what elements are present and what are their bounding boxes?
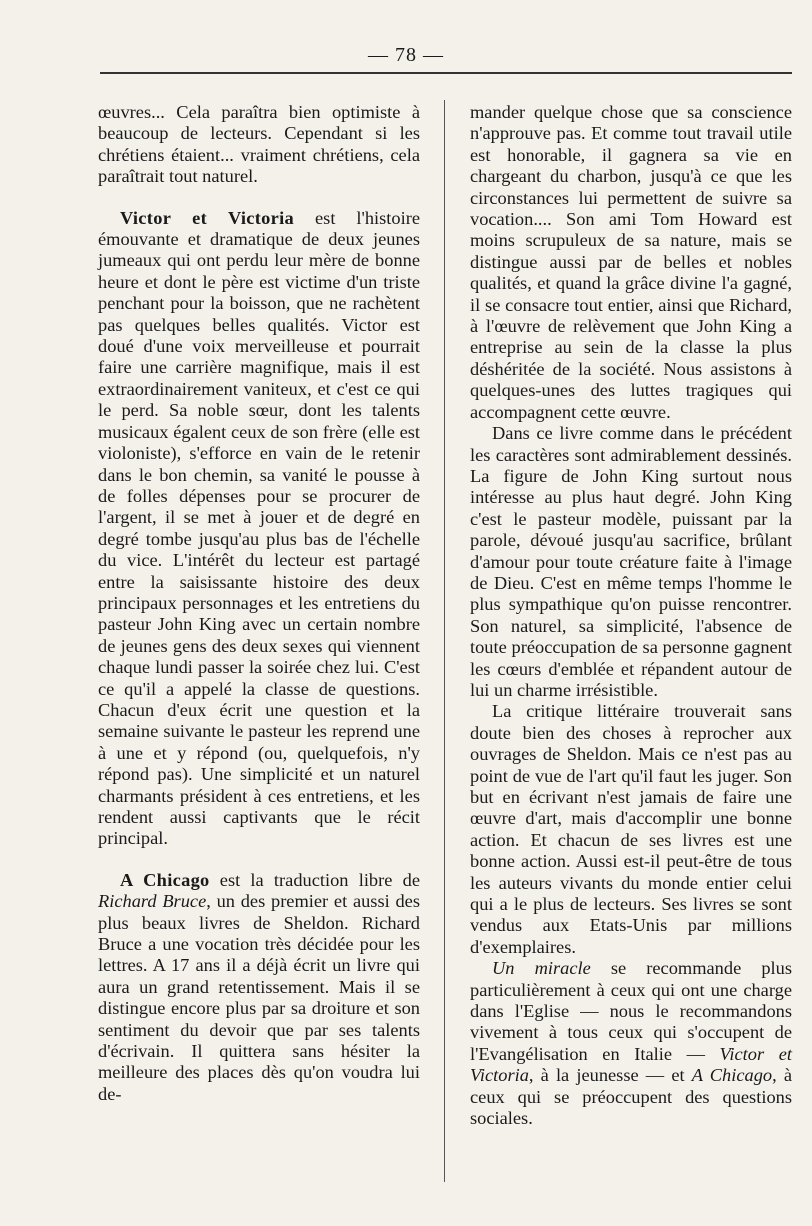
- paragraph-text: est la traduction libre de: [209, 869, 420, 890]
- paragraph-text: se recommande plus particulièrement à ceux qui ont une charge dans l'Eglise — nous le recommandons vivement à tous ceux qui s'occupent de l'Evangélisation en Italie —: [470, 958, 792, 1064]
- paragraph-text: , à ceux qui se préoccupent des questions sociales.: [470, 1065, 792, 1129]
- italic-title-un-miracle: Un miracle: [492, 958, 591, 979]
- page-number: — 78 —: [368, 44, 444, 66]
- right-column: [470, 102, 792, 1130]
- paragraph: Dans ce livre comme dans le précédent les caractères sont admirablement dessinés. La figure de John King surtout nous intéresse au plus haut degré. John King c'est le pasteur modèle, puissant par la parole, dévoué jusqu'au sacrifice, brûlant d'amour pour toute créature faite à l'image de Dieu. C'est en même temps l'homme le plus sympathique qu'on puisse rencontrer. Son naturel, sa simplicité, l'absence de toute préoccupation de sa personne gagnent les cœurs d'emblée et répandent autour de lui un charme irrésistible.: [470, 423, 792, 700]
- book-title-victor-et-victoria: Victor et Victoria: [120, 207, 295, 228]
- italic-title-victor-et-victoria: Victor et Victoria: [470, 1043, 792, 1086]
- italic-title-richard-bruce: Richard Bruce: [98, 891, 207, 912]
- paragraph-text: est l'histoire émouvante et dramatique de deux jeunes jumeaux qui ont perdu leur mère de bonne heure et dont le père est victime d'un triste penchant pour la boisson, que ne rachètent pas quelques belles qualités. Victor est doué d'une voix merveilleuse et pourrait faire une carrière magnifique, mais il est extraordinairement vaniteux, et c'est ce qui le perd. Sa noble sœur, dont les talents musicaux égalent ceux de son frère (elle est violoniste), s'efforce en vain de le retenir dans le bon chemin, sa vanité le pousse à de folles dépenses pour se procurer de l'argent, il se met à jouer et de degré en degré tombe jusqu'au plus bas de l'échelle du vice. L'intérêt du lecteur est partagé entre la saisissante histoire des deux principaux personnages et les entretiens du pasteur John King avec un certain nombre de jeunes gens des deux sexes qui viennent chaque lundi passer la soirée chez lui. C'est ce qu'il a appelé la classe de questions. Chacun d'eux écrit une question et la semaine suivante le pasteur les reprend une à une et y répond (ou, quelquefois, n'y répond pas). Une simplicité et un naturel charmants président à ces entretiens, et les rendent aussi captivants que le récit principal.: [98, 207, 420, 849]
- left-column: [98, 102, 420, 1105]
- header-rule: [100, 72, 792, 74]
- paragraph: La critique littéraire trouverait sans doute bien des choses à reprocher aux ouvrages de Sheldon. Mais ce n'est pas au point de vue de l'art qu'il faut les juger. Son but en écrivant n'est jamais de faire une œuvre d'art, mais d'accomplir une bonne action. Et chacun de ses livres est une bonne action. Aussi est-il peut-être de tous les auteurs vivants du monde entier celui qui a le plus de lecteurs. Ses livres se sont vendus aux Etats-Unis par millions d'exemplaires.: [470, 701, 792, 957]
- paragraph-a-chicago: [98, 870, 420, 1105]
- paragraph-victor-et-victoria: [98, 208, 420, 850]
- italic-title-a-chicago: A Chicago: [691, 1065, 773, 1086]
- paragraph-text: , à la jeunesse — et: [528, 1065, 692, 1086]
- column-divider: [444, 100, 445, 1182]
- book-title-a-chicago: A Chicago: [120, 869, 210, 890]
- paragraph: œuvres... Cela paraîtra bien optimiste à beaucoup de lecteurs. Cependant si les chrétiens étaient... vraiment chrétiens, cela paraîtrait tout naturel.: [98, 102, 420, 187]
- paragraph: [470, 958, 792, 1129]
- paragraph-text: , un des premier et aussi des plus beaux livres de Sheldon. Richard Bruce a une vocation très décidée pour les lettres. A 17 ans il a déjà écrit un livre qui aura un grand retentissement. Mais il se distingue encore plus par sa droiture et son sentiment du devoir que par ses talents d'écrivain. Il quittera sans hésiter la meilleure des places dès qu'on voudra lui de-: [98, 891, 420, 1104]
- paragraph: mander quelque chose que sa conscience n'approuve pas. Et comme tout travail utile est honorable, il gagnera sa vie en chargeant du charbon, jusqu'à ce que les circonstances lui permettent de suivre sa vocation.... Son ami Tom Howard est moins scrupuleux de sa nature, mais se distingue aussi par de belles et nobles qualités, et quand la grâce divine l'a gagné, il se consacre tout entier, ainsi que Richard, à l'œuvre de relèvement que John King a entreprise au sein de la classe la plus déshéritée de la société. Nous assistons à quelques-unes des luttes tragiques qui accompagnent cette œuvre.: [470, 102, 792, 422]
